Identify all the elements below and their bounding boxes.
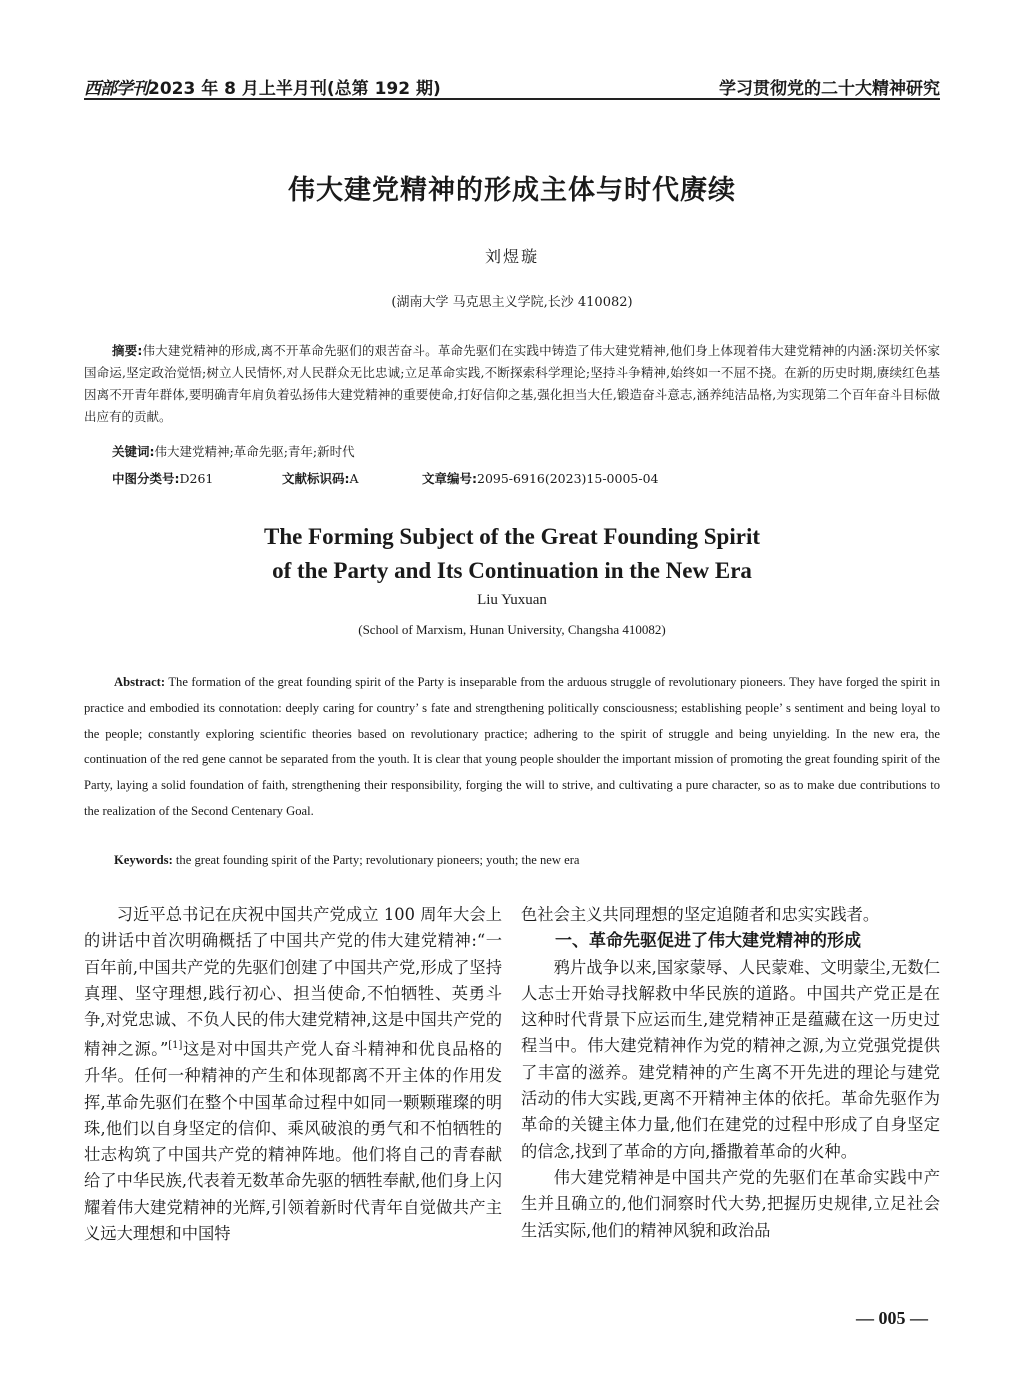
abstract-en-label: Abstract: [114,675,166,689]
keywords-cn-text: 伟大建党精神;革命先驱;青年;新时代 [154,444,355,459]
abstract-cn-text: 伟大建党精神的形成,离不开革命先驱们的艰苦奋斗。革命先驱们在实践中铸造了伟大建党精神,他们身上体现着伟大建党精神的内涵:深切关怀家国命运,坚定政治觉悟;树立人民情怀,对人民群众无比忠诚;立足革命实践,不断探索科学理论;坚持斗争精神,始终如一不屈不挠。在新的历史时期,赓续红色基因离不开青年群体,要明确青年肩负着弘扬伟大建党精神的重要使命,打好信仰之基,强化担当大任,锻造奋斗意志,涵养纯洁品格,为实现第二个百年奋斗目标做出应有的贡献。 [84,343,940,424]
issue-info: 2023 年 8 月上半月刊(总第 192 期) [148,79,441,99]
body-column-left [84,902,502,1247]
affiliation-en: (School of Marxism, Hunan University, Changsha 410082) [358,622,666,637]
article-number: 文章编号:2095-6916(2023)15-0005-04 [422,471,659,486]
page-number: — 005 — [856,1308,928,1328]
clc-number: 中图分类号:D261 [112,471,214,486]
keywords-en-label: Keywords: [114,853,173,867]
article-title-cn: 伟大建党精神的形成主体与时代赓续 [288,175,736,206]
body-paragraph: 习近平总书记在庆祝中国共产党成立 100 周年大会上的讲话中首次明确概括了中国共产党的伟大建党精神:“一百年前,中国共产党的先驱们创建了中国共产党,形成了坚持真理、坚守理想,践行初心、担当使命,不怕牺牲、英勇斗争,对党忠诚、不负人民的伟大建党精神,这是中国共产党的精神之源。”[1]这是对中国共产党人奋斗精神和优良品格的升华。任何一种精神的产生和体现都离不开主体的作用发挥,革命先驱们在整个中国革命过程中如同一颗颗璀璨的明珠,他们以自身坚定的信仰、乘风破浪的勇气和不怕牺牲的壮志构筑了中国共产党的精神阵地。他们将自己的青春献给了中华民族,代表着无数革命先驱的牺牲奉献,他们身上闪耀着伟大建党精神的光辉,引领着新时代青年自觉做共产主义远大理想和中国特 [84,905,502,1243]
section-heading: 一、革命先驱促进了伟大建党精神的形成 [555,931,861,952]
keywords-cn-label: 关键词: [112,444,155,459]
running-header [84,70,940,100]
header-rule [84,98,940,100]
keywords-en-text: the great founding spirit of the Party; revolutionary pioneers; youth; the new era [175,853,580,867]
citation-ref[interactable]: [1] [168,1040,183,1052]
author-en: Liu Yuxuan [477,592,547,608]
column-title: 学习贯彻党的二十大精神研究 [719,79,940,99]
author-cn: 刘煜璇 [484,247,539,266]
affiliation-cn: (湖南大学 马克思主义学院,长沙 410082) [391,295,633,310]
document-code: 文献标识码:A [282,471,359,486]
abstract-en [84,670,940,825]
title-en-line2: of the Party and Its Continuation in the New Era [272,558,752,583]
journal-issue [84,74,441,99]
body-paragraph: 色社会主义共同理想的坚定追随者和忠实实践者。 [521,905,880,924]
abstract-cn [84,340,940,428]
keywords-cn [112,441,940,463]
abstract-cn-label: 摘要: [112,343,143,358]
journal-logo: 西部学刊 [84,79,148,99]
keywords-en [114,849,940,871]
body-paragraph: 伟大建党精神是中国共产党的先驱们在革命实践中产生并且确立的,他们洞察时代大势,把握历史规律,立足社会生活实际,他们的精神风貌和政治品 [521,1167,940,1240]
abstract-en-text: The formation of the great founding spirit of the Party is inseparable from the arduous struggle of revolutionary pioneers. They have forged the spirit in practice and embodied its connotation: deeply caring for country’ s fate and strengthening politically consciousness; establishing people’ s sentiment and being loyal to the people; constantly exploring scientific theories based on revolutionary practice; adhering to the spirit of struggle and being unyielding. In the new era, the continuation of the red gene cannot be separated from the youth. It is clear that young people shoulder the important mission of promoting the great founding spirit of the Party, laying a solid foundation of faith, strengthening their responsibility, forging the will to strive, and cultivating a pure character, so as to make due contributions to the realization of the Second Centenary Goal. [84,675,940,818]
title-en-line1: The Forming Subject of the Great Founding Spirit [263,524,760,549]
body-column-right [521,902,940,1244]
body-paragraph: 鸦片战争以来,国家蒙辱、人民蒙难、文明蒙尘,无数仁人志士开始寻找解救中华民族的道路。中国共产党正是在这种时代背景下应运而生,建党精神正是蕴藏在这一历史过程当中。伟大建党精神作为党的精神之源,为立党强党提供了丰富的滋养。建党精神的产生离不开先进的理论与建党活动的伟大实践,更离不开精神主体的依托。革命先驱作为革命的关键主体力量,他们在建党的过程中形成了自身坚定的信念,找到了革命的方向,播撒着革命的火种。 [521,957,940,1161]
article-title-en [0,520,1024,588]
